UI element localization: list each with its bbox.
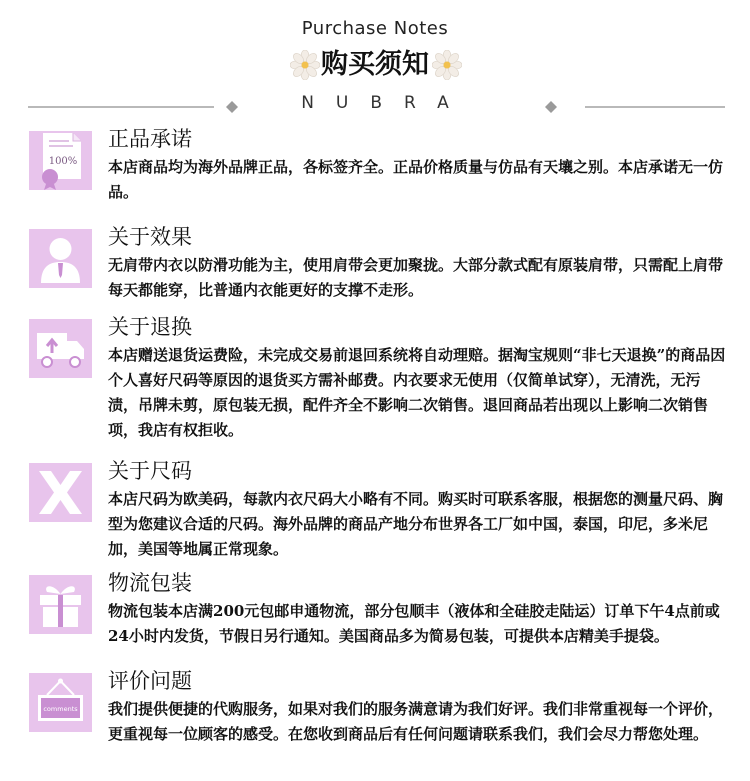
section-text: 无肩带内衣以防滑功能为主，使用肩带会更加聚拢。大部分款式配有原装肩带，只需配上肩带每天都能穿，比普通内衣能更好的支撑不走形。 — [108, 256, 724, 299]
svg-text:100%: 100% — [48, 156, 78, 167]
icon-tile — [29, 463, 92, 522]
certificate-icon — [29, 131, 92, 190]
section-title: 评价问题 — [108, 669, 192, 693]
section-title: 关于效果 — [108, 225, 192, 249]
truck-icon — [29, 319, 92, 378]
section-title: 关于退换 — [108, 315, 192, 339]
section-title: 关于尺码 — [108, 459, 192, 483]
section-text: 本店赠送退货运费险，未完成交易前退回系统将自动理赔。据淘宝规则“非七天退换”的商品因个人喜好尺码等原因的退货买方需补邮费。内衣要求无使用（仅简单试穿），无清洗，无污渍，吊牌未剪，原包装无损，配件齐全不影响二次销售。退回商品若出现以上影响二次销售项，我店有权拒收。 — [108, 346, 726, 439]
section-returns — [0, 313, 750, 458]
section-title: 正品承诺 — [108, 127, 192, 151]
brand-name: NUBRA — [301, 93, 471, 113]
section-authenticity — [0, 125, 750, 215]
icon-tile — [29, 575, 92, 634]
section-reviews — [0, 667, 750, 777]
icon-tile — [29, 673, 92, 732]
header-subtitle: Purchase Notes — [301, 18, 449, 39]
section-text: 本店尺码为欧美码，每款内衣尺码大小略有不同。购买时可联系客服，根据您的测量尺码、胸型为您建议合适的尺码。海外品牌的商品产地分布世界各工厂如中国，泰国，印尼，多米尼加，美国等地属正常现象。 — [108, 490, 724, 558]
page-title: 购买须知 — [321, 49, 429, 80]
icon-tile — [29, 229, 92, 288]
diamond-ornament-icon — [545, 101, 557, 113]
person-icon — [29, 229, 92, 288]
page-header — [0, 0, 750, 125]
divider-line — [585, 106, 725, 108]
cross-icon — [29, 463, 92, 522]
section-text: 物流包装本店满200元包邮申通物流，部分包顺丰（液体和全硅胶走陆运）订单下午4点前或24小时内发货，节假日另行通知。美国商品多为简易包装，可提供本店精美手提袋。 — [108, 602, 720, 645]
svg-text:comments: comments — [43, 705, 78, 713]
gift-icon — [29, 575, 92, 634]
section-text: 本店商品均为海外品牌正品，各标签齐全。正品价格质量与仿品有天壤之别。本店承诺无一仿品。 — [108, 158, 724, 201]
comments-sign-icon — [29, 673, 92, 732]
section-title: 物流包装 — [108, 571, 192, 595]
section-sizing — [0, 457, 750, 567]
section-text: 我们提供便捷的代购服务，如果对我们的服务满意请为我们好评。我们非常重视每一个评价，更重视每一位顾客的感受。在您收到商品后有任何问题请联系我们，我们会尽力帮您处理。 — [108, 700, 724, 743]
section-shipping — [0, 569, 750, 661]
section-effect — [0, 223, 750, 313]
icon-tile — [29, 131, 92, 190]
title-banner — [0, 44, 750, 86]
icon-tile — [29, 319, 92, 378]
